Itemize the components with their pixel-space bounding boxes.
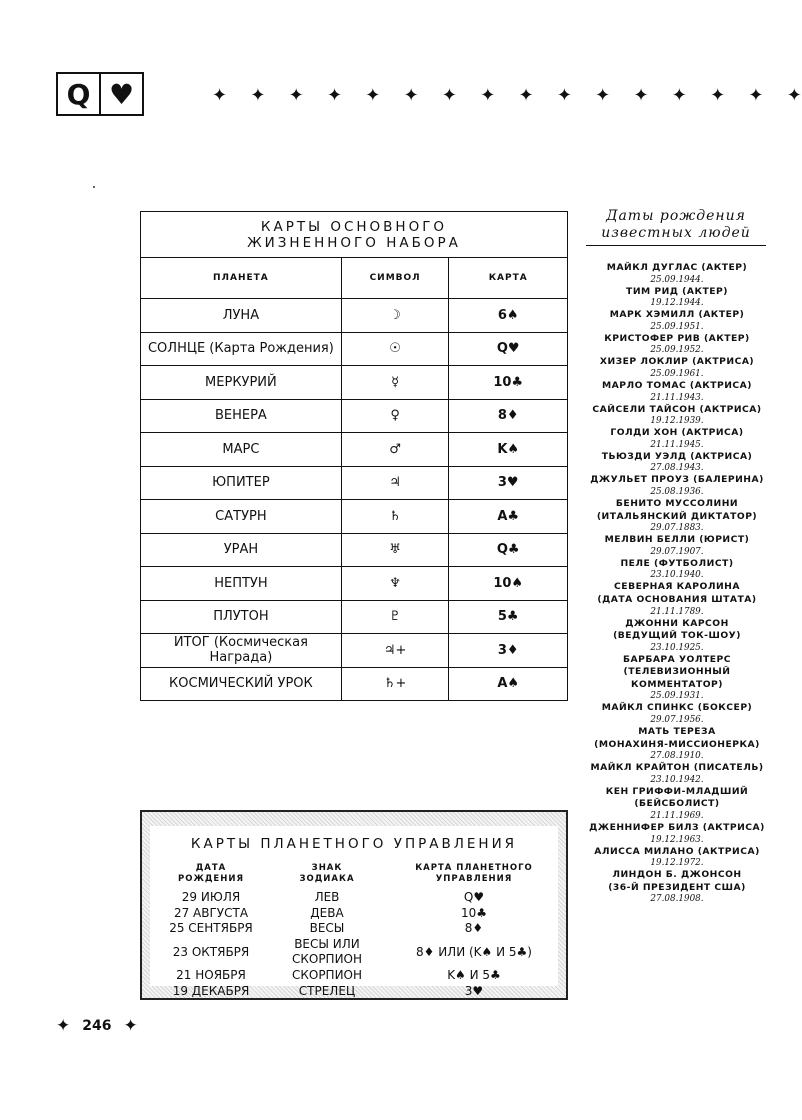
list-item — [583, 474, 771, 498]
table-row — [141, 634, 568, 668]
birth-date: 23.10.1940. — [650, 570, 704, 581]
birth-date: 25.09.1931. — [650, 691, 704, 702]
diamond-icon: ✦ — [480, 85, 496, 106]
ruling-card-cell: 10♣ — [460, 905, 488, 920]
birth-date: 23.10.1925. — [650, 642, 704, 653]
list-item — [583, 654, 771, 703]
person-name: КОММЕНТАТОР) — [631, 678, 723, 690]
column-header-symbol: СИМВОЛ — [341, 258, 449, 299]
card-value: A♠ — [449, 667, 568, 701]
birth-date-cell: 23 ОКТЯБРЯ — [172, 944, 250, 959]
list-item — [583, 333, 771, 357]
person-name: МАЙКЛ КРАЙТОН (ПИСАТЕЛЬ) — [590, 762, 764, 774]
table-row — [141, 366, 568, 400]
diamond-icon: ✦ — [671, 85, 687, 106]
planet-symbol-icon: ♇ — [341, 600, 449, 634]
person-name: МЕЛВИН БЕЛЛИ (ЮРИСТ) — [604, 534, 750, 546]
list-item — [583, 451, 771, 475]
ruling-card-cell: 3♥ — [464, 983, 484, 998]
card-value: 10♠ — [449, 567, 568, 601]
zodiac-sign-cell: ВЕСЫ ИЛИ СКОРПИОН — [291, 936, 363, 967]
zodiac-sign-cell: ВЕСЫ — [309, 921, 345, 936]
planet-symbol-icon: ♅ — [341, 533, 449, 567]
table-row — [141, 332, 568, 366]
list-item — [583, 762, 771, 786]
card-value: Q♥ — [449, 332, 568, 366]
planet-name: УРАН — [141, 533, 342, 567]
diamond-icon: ✦ — [56, 1016, 71, 1036]
person-name: КРИСТОФЕР РИВ (АКТЕР) — [604, 332, 750, 344]
person-name: МАТЬ ТЕРЕЗА — [638, 726, 716, 738]
diamond-icon: ✦ — [365, 85, 381, 106]
diamond-icon: ✦ — [710, 85, 726, 106]
birth-date: 19.12.1972. — [650, 858, 704, 869]
person-name: (ИТАЛЬЯНСКИЙ ДИКТАТОР) — [596, 510, 758, 522]
famous-birthdays-title: Даты рождения известных людей — [586, 208, 766, 246]
birth-date: 25.09.1952. — [650, 345, 704, 356]
person-name: САЙСЕЛИ ТАЙСОН (АКТРИСА) — [592, 403, 762, 415]
table-row — [164, 890, 552, 906]
zodiac-sign-cell: ДЕВА — [310, 905, 344, 920]
card-badge — [56, 72, 144, 116]
planetary-ruling-cards-table — [164, 862, 552, 999]
list-item — [583, 286, 771, 310]
birth-date: 29.07.1883. — [650, 523, 704, 534]
diamond-icon: ✦ — [288, 85, 304, 106]
planetary-ruling-cards-box — [140, 810, 568, 1000]
table-row — [141, 600, 568, 634]
card-value: 6♠ — [449, 299, 568, 333]
card-rank: Q — [66, 77, 91, 111]
planetary-ruling-cards-title: КАРТЫ ПЛАНЕТНОГО УПРАВЛЕНИЯ — [190, 836, 518, 852]
list-item — [583, 726, 771, 762]
zodiac-sign-cell: ЛЕВ — [314, 890, 340, 904]
birth-date: 29.07.1907. — [650, 546, 704, 557]
card-value: 8♦ — [449, 399, 568, 433]
table-row — [141, 667, 568, 701]
table-row — [164, 906, 552, 922]
list-item — [583, 822, 771, 846]
print-speck — [93, 186, 95, 188]
diamond-icon: ✦ — [595, 85, 611, 106]
person-name: ХИЗЕР ЛОКЛИР (АКТРИСА) — [599, 356, 755, 368]
planet-name: ПЛУТОН — [141, 600, 342, 634]
person-name: АЛИССА МИЛАНО (АКТРИСА) — [594, 845, 760, 857]
table-row — [164, 937, 552, 968]
column-header-ruling-card: КАРТА ПЛАНЕТНОГО УПРАВЛЕНИЯ — [415, 863, 533, 884]
planet-symbol-icon: ♆ — [341, 567, 449, 601]
planet-name: КОСМИЧЕСКИЙ УРОК — [141, 667, 342, 701]
list-item — [583, 786, 771, 822]
list-item — [583, 869, 771, 905]
header-diamond-row — [212, 84, 802, 108]
person-name: ДЖУЛЬЕТ ПРОУЗ (БАЛЕРИНА) — [590, 474, 764, 486]
birth-date-cell: 19 ДЕКАБРЯ — [172, 983, 250, 998]
column-header-card: КАРТА — [449, 258, 568, 299]
birth-date-cell: 25 СЕНТЯБРЯ — [169, 921, 253, 936]
person-name: МАЙКЛ ДУГЛАС (АКТЕР) — [606, 262, 748, 273]
life-spread-table — [140, 211, 568, 701]
planet-name: НЕПТУН — [141, 567, 342, 601]
list-item — [583, 262, 771, 286]
diamond-icon: ✦ — [123, 1016, 138, 1036]
birth-date: 25.09.1951. — [650, 321, 704, 332]
birth-date: 19.12.1944. — [650, 298, 704, 309]
birth-date: 21.11.1789. — [650, 606, 704, 617]
planet-name: СОЛНЦЕ (Карта Рождения) — [141, 332, 342, 366]
list-item — [583, 356, 771, 380]
table-row — [141, 399, 568, 433]
planet-symbol-icon: ☽ — [341, 299, 449, 333]
birth-date: 27.08.1910. — [650, 751, 704, 762]
list-item — [583, 427, 771, 451]
birth-date: 27.08.1908. — [650, 894, 704, 905]
list-item — [583, 534, 771, 558]
card-value: A♣ — [449, 500, 568, 534]
person-name: ДЖЕННИФЕР БИЛЗ (АКТРИСА) — [589, 822, 765, 834]
person-name: ЛИНДОН Б. ДЖОНСОН — [612, 869, 742, 881]
person-name: (БЕЙСБОЛИСТ) — [634, 798, 720, 810]
list-item — [583, 558, 771, 582]
planet-name: ВЕНЕРА — [141, 399, 342, 433]
planet-symbol-icon: ☉ — [341, 332, 449, 366]
diamond-icon: ✦ — [212, 85, 228, 106]
person-name: КЕН ГРИФФИ-МЛАДШИЙ — [605, 785, 749, 797]
birth-date-cell: 29 ИЮЛЯ — [181, 890, 241, 904]
person-name: ТЬЮЗДИ УЭЛД (АКТРИСА) — [601, 450, 753, 462]
table-row — [141, 299, 568, 333]
person-name: (ВЕДУЩИЙ ТОК-ШОУ) — [613, 630, 741, 642]
birth-date: 21.11.1969. — [650, 811, 704, 822]
person-name: ПЕЛЕ (ФУТБОЛИСТ) — [620, 557, 734, 569]
birth-date: 19.12.1963. — [650, 834, 704, 845]
column-header-zodiac-sign: ЗНАК ЗОДИАКА — [299, 863, 355, 884]
person-name: ГОЛДИ ХОН (АКТРИСА) — [610, 427, 744, 439]
birth-date: 21.11.1945. — [650, 439, 704, 450]
table-row — [141, 533, 568, 567]
list-item — [583, 404, 771, 428]
diamond-icon: ✦ — [441, 85, 457, 106]
column-header-planet: ПЛАНЕТА — [141, 258, 342, 299]
planet-symbol-icon: ♃+ — [341, 634, 449, 668]
card-value: 5♣ — [449, 600, 568, 634]
planet-symbol-icon: ♄+ — [341, 667, 449, 701]
table-row — [164, 921, 552, 937]
diamond-icon: ✦ — [518, 85, 534, 106]
diamond-icon: ✦ — [556, 85, 572, 106]
birth-date: 29.07.1956. — [650, 715, 704, 726]
diamond-icon: ✦ — [748, 85, 764, 106]
famous-birthdays-list — [583, 262, 771, 905]
page-number: 246 — [82, 1018, 112, 1034]
table-row — [141, 433, 568, 467]
person-name: (ТЕЛЕВИЗИОННЫЙ — [623, 666, 731, 678]
list-item — [583, 846, 771, 870]
planet-symbol-icon: ♂ — [341, 433, 449, 467]
diamond-icon: ✦ — [633, 85, 649, 106]
birth-date: 27.08.1943. — [650, 463, 704, 474]
person-name: ТИМ РИД (АКТЕР) — [626, 285, 728, 297]
list-item — [583, 618, 771, 654]
person-name: ДЖОННИ КАРСОН — [625, 617, 729, 629]
life-spread-table-title: КАРТЫ ОСНОВНОГО ЖИЗНЕННОГО НАБОРА — [141, 212, 568, 258]
zodiac-sign-cell: СТРЕЛЕЦ — [298, 983, 356, 998]
birth-date: 23.10.1942. — [650, 774, 704, 785]
person-name: МАРЛО ТОМАС (АКТРИСА) — [602, 379, 752, 391]
planet-symbol-icon: ♄ — [341, 500, 449, 534]
ruling-card-cell: Q♥ — [463, 890, 485, 904]
birth-date-cell: 21 НОЯБРЯ — [176, 967, 246, 982]
table-row — [141, 500, 568, 534]
card-value: Q♣ — [449, 533, 568, 567]
person-name: СЕВЕРНАЯ КАРОЛИНА — [614, 581, 740, 593]
planet-symbol-icon: ♀ — [341, 399, 449, 433]
ruling-card-cell: 8♦ ИЛИ (K♠ И 5♣) — [416, 944, 532, 959]
planet-name: ЮПИТЕР — [141, 466, 342, 500]
list-item — [583, 702, 771, 726]
page-footer — [56, 1016, 138, 1036]
column-header-birth-date: ДАТА РОЖДЕНИЯ — [177, 863, 244, 884]
ruling-card-cell: K♠ И 5♣ — [447, 967, 501, 982]
planet-symbol-icon: ♃ — [341, 466, 449, 500]
list-item — [583, 581, 771, 617]
card-value: 3♥ — [449, 466, 568, 500]
table-row — [141, 567, 568, 601]
person-name: (36-Й ПРЕЗИДЕНТ США) — [608, 881, 746, 893]
card-value: 3♦ — [449, 634, 568, 668]
diamond-icon: ✦ — [403, 85, 419, 106]
diamond-icon: ✦ — [786, 85, 802, 106]
card-value: K♠ — [449, 433, 568, 467]
list-item — [583, 498, 771, 534]
planet-name: ИТОГ (Космическая Награда) — [141, 634, 342, 668]
person-name: МАРК ХЭМИЛЛ (АКТЕР) — [609, 309, 745, 321]
person-name: БЕНИТО МУССОЛИНИ — [615, 497, 739, 509]
person-name: (ДАТА ОСНОВАНИЯ ШТАТА) — [597, 593, 757, 605]
table-row — [141, 466, 568, 500]
person-name: МАЙКЛ СПИНКС (БОКСЕР) — [601, 702, 753, 714]
birth-date: 25.08.1936. — [650, 486, 704, 497]
birth-date: 21.11.1943. — [650, 392, 704, 403]
birth-date: 25.09.1944. — [650, 274, 704, 285]
card-value: 10♣ — [449, 366, 568, 400]
list-item — [583, 380, 771, 404]
planet-name: ЛУНА — [141, 299, 342, 333]
planet-symbol-icon: ☿ — [341, 366, 449, 400]
diamond-icon: ✦ — [326, 85, 343, 106]
zodiac-sign-cell: СКОРПИОН — [291, 967, 363, 982]
table-row — [164, 968, 552, 984]
person-name: БАРБАРА УОЛТЕРС — [622, 653, 732, 665]
birth-date: 19.12.1939. — [650, 416, 704, 427]
planet-name: МАРС — [141, 433, 342, 467]
person-name: (МОНАХИНЯ-МИССИОНЕРКА) — [594, 738, 760, 750]
birth-date-cell: 27 АВГУСТА — [173, 905, 249, 920]
diamond-icon: ✦ — [250, 85, 266, 106]
ruling-card-cell: 8♦ — [464, 921, 484, 936]
planet-name: МЕРКУРИЙ — [141, 366, 342, 400]
table-row — [164, 984, 552, 1000]
heart-suit-icon: ♥ — [99, 74, 142, 114]
planet-name: САТУРН — [141, 500, 342, 534]
list-item — [583, 309, 771, 333]
birth-date: 25.09.1961. — [650, 368, 704, 379]
